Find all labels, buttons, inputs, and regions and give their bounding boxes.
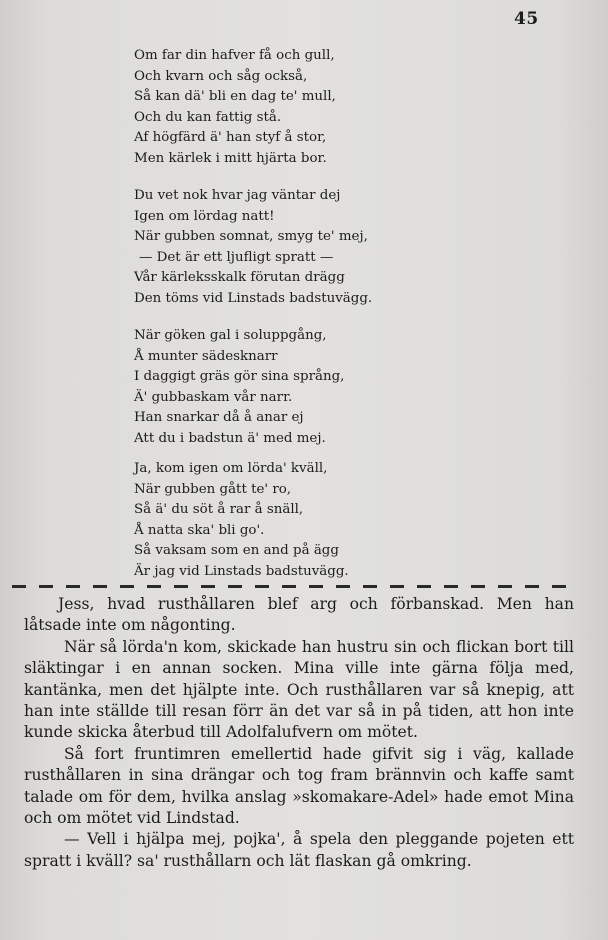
prose-paragraph: När så lörda'n kom, skickade han hustru sin och flickan bort till släktingar i en annan socken. Mina ville inte gärna följa med, kantänka, men det hjälpte inte. Och rusthållaren var så knepig, att han inte ställde till resan förr än det var så in på tiden, att hon inte kunde skicka återbud till Adolfalufvern om mötet. (24, 637, 574, 742)
verse-line: Så vaksam som en and på ägg (134, 543, 339, 558)
verse-line: Vår kärleksskalk förutan drägg (134, 270, 345, 285)
dashed-divider (12, 585, 578, 588)
poem-stanza (134, 46, 336, 169)
prose-paragraph: Jess, hvad rusthållaren blef arg och förbanskad. Men han låtsade inte om någonting. (24, 595, 574, 635)
verse-line: Han snarkar då å anar ej (134, 410, 304, 425)
verse-line: När gubben gått te' ro, (134, 481, 292, 497)
verse-line: Igen om lördag natt! (134, 208, 275, 224)
verse-line: Så kan dä' bli en dag te' mull, (134, 89, 336, 104)
verse-line: Så ä' du söt å rar å snäll, (134, 502, 304, 517)
poem-stanza (134, 459, 349, 582)
verse-line: Är jag vid Linstads badstuvägg. (134, 563, 349, 579)
verse-line: Du vet nok hvar jag väntar dej (134, 188, 341, 203)
verse-line: Å natta ska' bli go'. (134, 522, 265, 538)
verse-line: Om far din hafver få och gull, (134, 48, 335, 63)
verse-line: Den töms vid Linstads badstuvägg. (134, 290, 373, 306)
verse-line: Af högfärd ä' han styf å stor, (134, 130, 327, 145)
verse-line: Men kärlek i mitt hjärta bor. (134, 150, 327, 166)
verse-line: Ä' gubbaskam vår narr. (134, 389, 293, 405)
verse-line: I daggigt gräs gör sina språng, (134, 369, 345, 384)
verse-line: Och kvarn och såg också, (134, 68, 308, 84)
prose-paragraph: Så fort fruntimren emellertid hade gifvit sig i väg, kallade rusthållaren in sina drängar och tog fram brännvin och kaffe samt talade om för dem, hvilka anslag »skomakare-Adel» hade emot Mina och om mötet vid Lindstad. (24, 744, 574, 828)
verse-line: — Det är ett ljufligt spratt — (139, 249, 334, 265)
verse-line: Å munter sädesknarr (134, 348, 278, 364)
prose-body (24, 594, 574, 872)
verse-line: Ja, kom igen om lörda' kväll, (134, 461, 328, 476)
verse-line: Och du kan fattig stå. (134, 109, 282, 125)
verse-line: Att du i badstun ä' med mej. (134, 430, 326, 446)
poem-stanza (134, 326, 344, 449)
verse-line: När gubben somnat, smyg te' mej, (134, 229, 368, 244)
verse-line: När göken gal i soluppgång, (134, 328, 327, 343)
prose-paragraph: — Vell i hjälpa mej, pojka', å spela den pleggande pojeten ett spratt i kväll? sa' rusthållarn och lät flaskan gå omkring. (24, 830, 574, 870)
poem-stanza (134, 186, 372, 309)
page-number: 45 (514, 9, 539, 29)
